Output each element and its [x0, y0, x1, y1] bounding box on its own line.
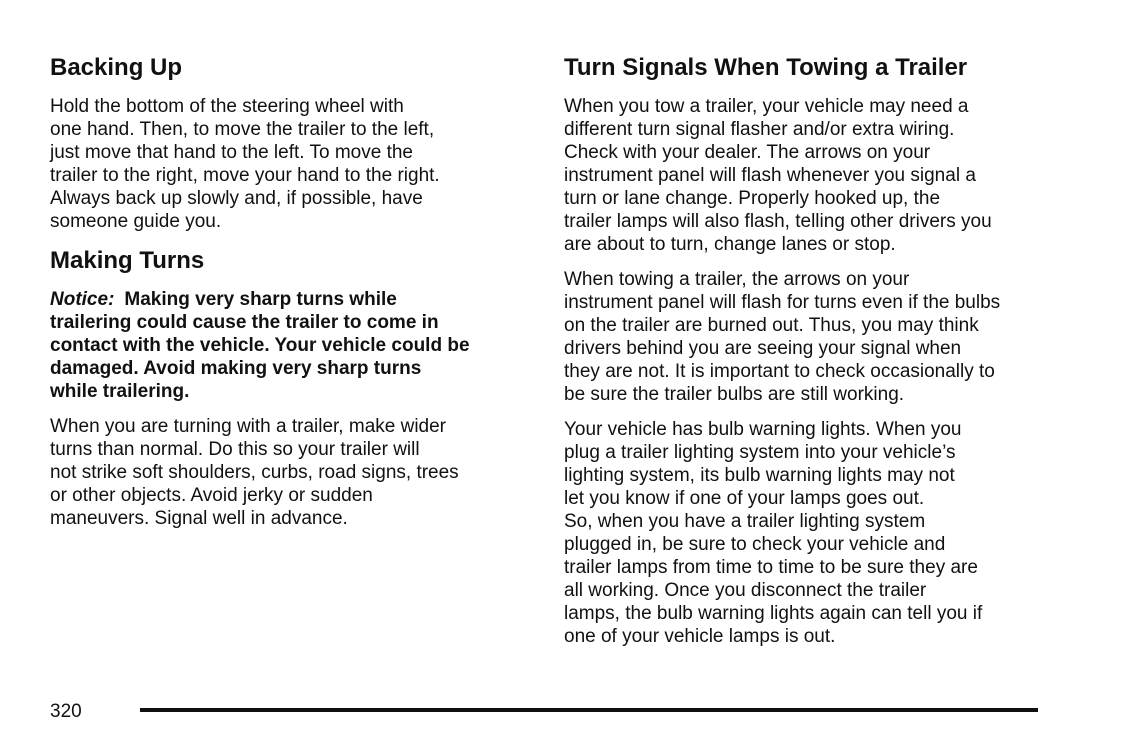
text-line: all working. Once you disconnect the trailer [564, 580, 927, 601]
text-line: trailering could cause the trailer to come in [50, 312, 439, 333]
text-line: are about to turn, change lanes or stop. [564, 234, 896, 255]
text-line: contact with the vehicle. Your vehicle could be [50, 335, 470, 356]
page-number: 320 [50, 701, 82, 722]
text-line: instrument panel will flash for turns even if the bulbs [564, 292, 1001, 313]
text-line: lamps, the bulb warning lights again can tell you if [564, 603, 983, 624]
text-line: When towing a trailer, the arrows on your [564, 269, 910, 290]
text-line: trailer lamps will also flash, telling other drivers you [564, 211, 992, 232]
text-line: trailer to the right, move your hand to the right. [50, 165, 440, 186]
text-line: maneuvers. Signal well in advance. [50, 508, 348, 529]
text-line: or other objects. Avoid jerky or sudden [50, 485, 373, 506]
text-line: damaged. Avoid making very sharp turns [50, 358, 422, 379]
turn-signals-paragraph-1 [564, 95, 1049, 256]
text-line: one of your vehicle lamps is out. [564, 626, 836, 647]
text-line: turns than normal. Do this so your trailer will [50, 439, 420, 460]
text-line: not strike soft shoulders, curbs, road signs, trees [50, 462, 459, 483]
text-line: lighting system, its bulb warning lights may not [564, 465, 955, 486]
left-column [50, 52, 530, 542]
text-line: someone guide you. [50, 211, 222, 232]
notice-label: Notice: [50, 289, 115, 310]
text-line: they are not. It is important to check occasionally to [564, 361, 995, 382]
turn-signals-paragraph-2 [564, 268, 1049, 406]
text-line: So, when you have a trailer lighting system [564, 511, 926, 532]
text-line: instrument panel will flash whenever you signal a [564, 165, 976, 186]
backing-up-heading: Backing Up [50, 54, 183, 81]
text-line: Your vehicle has bulb warning lights. When you [564, 419, 962, 440]
text-line: let you know if one of your lamps goes out. [564, 488, 925, 509]
right-column [564, 52, 1049, 660]
making-turns-heading: Making Turns [50, 247, 205, 274]
text-line: be sure the trailer bulbs are still working. [564, 384, 905, 405]
text-line: trailer lamps from time to time to be sure they are [564, 557, 978, 578]
text-line: plugged in, be sure to check your vehicle and [564, 534, 946, 555]
turn-signals-heading: Turn Signals When Towing a Trailer [564, 54, 968, 81]
text-line: Check with your dealer. The arrows on your [564, 142, 931, 163]
footer-rule [140, 708, 1038, 712]
text-line: Always back up slowly and, if possible, have [50, 188, 423, 209]
making-turns-paragraph [50, 415, 530, 530]
text-line: drivers behind you are seeing your signal when [564, 338, 962, 359]
text-line: plug a trailer lighting system into your vehicle’s [564, 442, 956, 463]
notice-paragraph [50, 288, 530, 403]
text-line: different turn signal flasher and/or extra wiring. [564, 119, 955, 140]
text-line: on the trailer are burned out. Thus, you may think [564, 315, 979, 336]
backing-up-paragraph [50, 95, 530, 233]
text-line: one hand. Then, to move the trailer to the left, [50, 119, 435, 140]
text-line: just move that hand to the left. To move the [50, 142, 413, 163]
text-line: When you are turning with a trailer, make wider [50, 416, 447, 437]
turn-signals-paragraph-3 [564, 418, 1049, 648]
text-line: Making very sharp turns while [124, 289, 397, 310]
text-line: When you tow a trailer, your vehicle may need a [564, 96, 969, 117]
text-line: turn or lane change. Properly hooked up, the [564, 188, 941, 209]
text-line: while trailering. [50, 381, 190, 402]
text-line: Hold the bottom of the steering wheel with [50, 96, 404, 117]
